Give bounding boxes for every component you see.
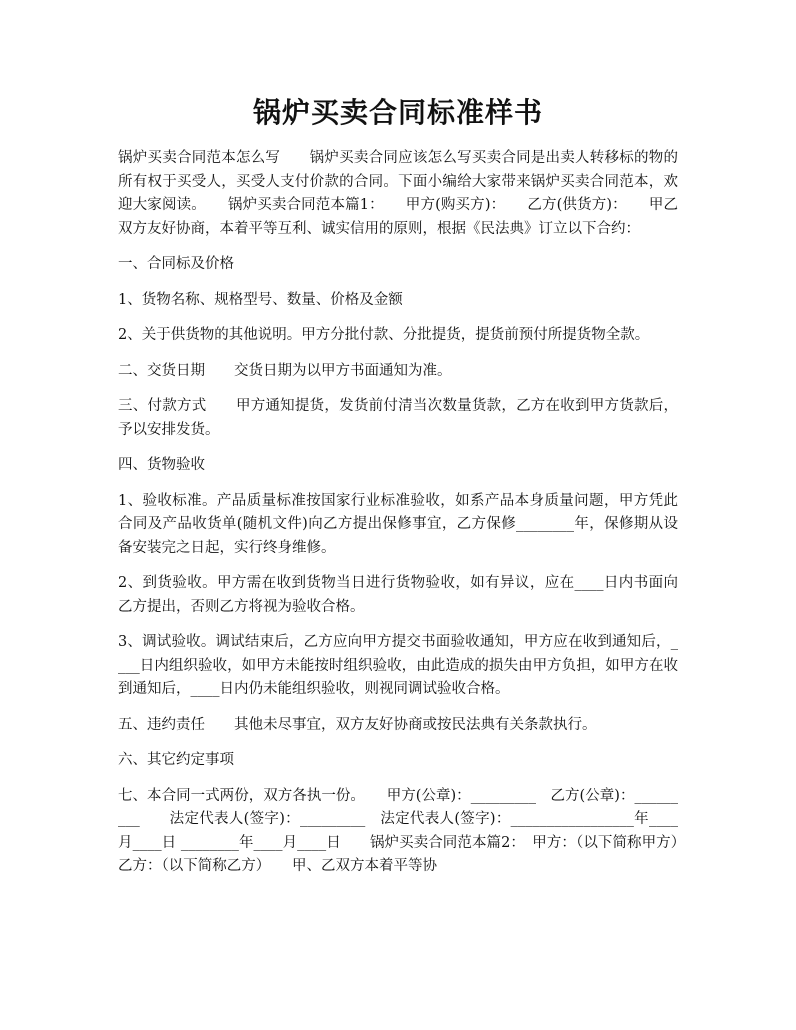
section-heading-2: 二、交货日期 交货日期为以甲方书面通知为准。 bbox=[118, 362, 452, 379]
section-heading-3: 三、付款方式 甲方通知提货，发货前付清当次数量货款，乙方在收到甲方货款后，予以安排发货。 bbox=[118, 398, 678, 438]
clause-paragraph: 1、验收标准。产品质量标准按国家行业标准验收，如系产品本身质量问题，甲方凭此合同及产品收货单(随机文件)向乙方提出保修事宜，乙方保修________年，保修期从设备安装完之日起，实行终身维修。 bbox=[118, 492, 678, 556]
section-heading-4: 四、货物验收 bbox=[118, 457, 205, 473]
clause-paragraph: 2、到货验收。甲方需在收到货物当日进行货物验收，如有异议，应在____日内书面向乙方提出，否则乙方将视为验收合格。 bbox=[118, 575, 678, 615]
clause-paragraph: 3、调试验收。调试结束后，乙方应向甲方提交书面验收通知，甲方应在收到通知后，____日内组织验收，如甲方未能按时组织验收，由此造成的损失由甲方负担，如甲方在收到通知后，____日内仍未能组织验收，则视同调试验收合格。 bbox=[118, 634, 678, 697]
signature-paragraph: 七、本合同一式两份，双方各执一份。 甲方(公章)：_________ 乙方(公章)：_________ 法定代表人(签字)：_________ 法定代表人(签字)：_________________年____月____日 ________年____月____日 锅炉买卖合同范本篇2： 甲方：（以下简称甲方） 乙方：（以下简称乙方） 甲、乙双方本着平等协 bbox=[118, 787, 707, 874]
section-heading-5: 五、违约责任 其他未尽事宜，双方友好协商或按民法典有关条款执行。 bbox=[118, 716, 597, 733]
clause-paragraph: 2、关于供货物的其他说明。甲方分批付款、分批提货，提货前预付所提货物全款。 bbox=[118, 327, 650, 343]
document-title: 锅炉买卖合同标准样书 bbox=[252, 96, 543, 129]
document-body bbox=[118, 147, 707, 879]
section-heading-6: 六、其它约定事项 bbox=[118, 752, 234, 768]
section-heading-1: 一、合同标及价格 bbox=[118, 256, 234, 272]
intro-paragraph: 锅炉买卖合同范本怎么写 锅炉买卖合同应该怎么写买卖合同是出卖人转移标的物的所有权于买受人，买受人支付价款的合同。下面小编给大家带来锅炉买卖合同范本，欢迎大家阅读。 锅炉买卖合同范本篇1： 甲方(购买方)： 乙方(供货方)： 甲乙双方友好协商，本着平等互利、诚实信用的原则，根据《民法典》订立以下合约： bbox=[118, 150, 678, 237]
clause-paragraph: 1、货物名称、规格型号、数量、价格及金额 bbox=[118, 291, 403, 308]
